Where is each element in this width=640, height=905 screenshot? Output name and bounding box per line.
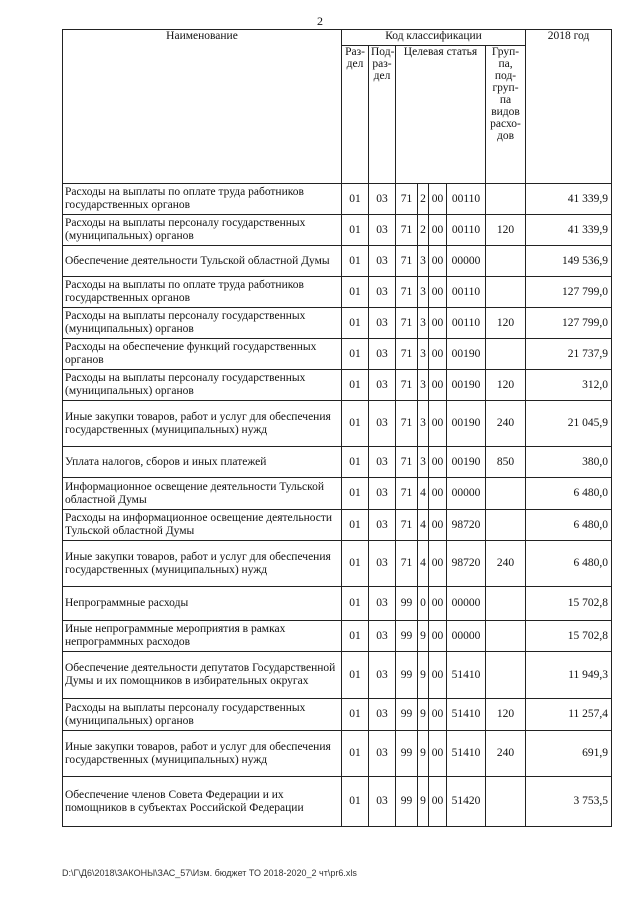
target-article-program: 71 bbox=[396, 308, 418, 339]
target-article-subprogram: 9 bbox=[418, 699, 429, 731]
target-article-direction: 00 bbox=[429, 777, 447, 827]
table-row bbox=[63, 541, 612, 587]
target-article-code: 00110 bbox=[447, 215, 486, 246]
target-article-subprogram: 9 bbox=[418, 652, 429, 699]
target-article-code: 00190 bbox=[447, 447, 486, 478]
row-name: Обеспечение деятельности депутатов Государственной Думы и их помощников в избирательных округах bbox=[63, 652, 342, 699]
section-code: 01 bbox=[342, 587, 369, 621]
subsection-code: 03 bbox=[369, 370, 396, 401]
section-code: 01 bbox=[342, 215, 369, 246]
target-article-subprogram: 3 bbox=[418, 447, 429, 478]
target-article-program: 99 bbox=[396, 587, 418, 621]
table-row bbox=[63, 510, 612, 541]
table-row bbox=[63, 621, 612, 652]
row-name: Обеспечение членов Совета Федерации и их помощников в субъектах Российской Федерации bbox=[63, 777, 342, 827]
target-article-code: 00000 bbox=[447, 478, 486, 510]
target-article-direction: 00 bbox=[429, 652, 447, 699]
target-article-program: 71 bbox=[396, 215, 418, 246]
section-code: 01 bbox=[342, 621, 369, 652]
row-name: Расходы на информационное освещение деятельности Тульской областной Думы bbox=[63, 510, 342, 541]
target-article-program: 71 bbox=[396, 510, 418, 541]
section-code: 01 bbox=[342, 478, 369, 510]
expense-type-code: 240 bbox=[486, 731, 526, 777]
subsection-code: 03 bbox=[369, 731, 396, 777]
table-row bbox=[63, 401, 612, 447]
subsection-code: 03 bbox=[369, 308, 396, 339]
expense-type-code: 120 bbox=[486, 699, 526, 731]
subsection-code: 03 bbox=[369, 215, 396, 246]
amount-2018: 127 799,0 bbox=[526, 308, 612, 339]
section-code: 01 bbox=[342, 731, 369, 777]
section-code: 01 bbox=[342, 652, 369, 699]
row-name: Расходы на выплаты персоналу государственных (муниципальных) органов bbox=[63, 308, 342, 339]
amount-2018: 3 753,5 bbox=[526, 777, 612, 827]
row-name: Расходы на выплаты по оплате труда работников государственных органов bbox=[63, 277, 342, 308]
subsection-code: 03 bbox=[369, 246, 396, 277]
target-article-code: 98720 bbox=[447, 541, 486, 587]
subsection-code: 03 bbox=[369, 587, 396, 621]
subsection-code: 03 bbox=[369, 777, 396, 827]
expense-type-code bbox=[486, 478, 526, 510]
amount-2018: 6 480,0 bbox=[526, 541, 612, 587]
target-article-subprogram: 4 bbox=[418, 541, 429, 587]
target-article-direction: 00 bbox=[429, 401, 447, 447]
subsection-code: 03 bbox=[369, 277, 396, 308]
target-article-direction: 00 bbox=[429, 541, 447, 587]
table-row bbox=[63, 731, 612, 777]
expense-type-code: 120 bbox=[486, 308, 526, 339]
target-article-subprogram: 2 bbox=[418, 184, 429, 215]
target-article-program: 99 bbox=[396, 652, 418, 699]
row-name: Расходы на выплаты по оплате труда работников государственных органов bbox=[63, 184, 342, 215]
table-row bbox=[63, 308, 612, 339]
expense-type-code bbox=[486, 777, 526, 827]
amount-2018: 149 536,9 bbox=[526, 246, 612, 277]
target-article-direction: 00 bbox=[429, 587, 447, 621]
target-article-program: 71 bbox=[396, 246, 418, 277]
target-article-direction: 00 bbox=[429, 699, 447, 731]
expense-type-code bbox=[486, 652, 526, 699]
target-article-direction: 00 bbox=[429, 184, 447, 215]
target-article-subprogram: 3 bbox=[418, 339, 429, 370]
target-article-program: 71 bbox=[396, 277, 418, 308]
table-row bbox=[63, 184, 612, 215]
row-name: Расходы на выплаты персоналу государственных (муниципальных) органов bbox=[63, 370, 342, 401]
section-code: 01 bbox=[342, 277, 369, 308]
target-article-code: 51410 bbox=[447, 699, 486, 731]
expense-type-code bbox=[486, 621, 526, 652]
target-article-subprogram: 9 bbox=[418, 731, 429, 777]
target-article-program: 71 bbox=[396, 478, 418, 510]
amount-2018: 15 702,8 bbox=[526, 587, 612, 621]
subsection-code: 03 bbox=[369, 621, 396, 652]
header-year: 2018 год bbox=[526, 30, 612, 184]
target-article-subprogram: 4 bbox=[418, 478, 429, 510]
row-name: Иные непрограммные мероприятия в рамках непрограммных расходов bbox=[63, 621, 342, 652]
expense-type-code bbox=[486, 277, 526, 308]
table-row bbox=[63, 215, 612, 246]
section-code: 01 bbox=[342, 447, 369, 478]
target-article-code: 00110 bbox=[447, 308, 486, 339]
target-article-direction: 00 bbox=[429, 447, 447, 478]
amount-2018: 6 480,0 bbox=[526, 510, 612, 541]
target-article-code: 00000 bbox=[447, 246, 486, 277]
expense-type-code bbox=[486, 510, 526, 541]
expense-type-code: 120 bbox=[486, 370, 526, 401]
row-name: Расходы на обеспечение функций государственных органов bbox=[63, 339, 342, 370]
target-article-subprogram: 3 bbox=[418, 370, 429, 401]
target-article-program: 71 bbox=[396, 541, 418, 587]
table-row bbox=[63, 339, 612, 370]
expense-type-code bbox=[486, 587, 526, 621]
target-article-code: 00190 bbox=[447, 370, 486, 401]
expense-type-code bbox=[486, 246, 526, 277]
expense-type-code bbox=[486, 184, 526, 215]
target-article-program: 71 bbox=[396, 339, 418, 370]
target-article-code: 51410 bbox=[447, 731, 486, 777]
table-row bbox=[63, 277, 612, 308]
subsection-code: 03 bbox=[369, 401, 396, 447]
amount-2018: 312,0 bbox=[526, 370, 612, 401]
section-code: 01 bbox=[342, 370, 369, 401]
footer-file-path: D:\Г\Д6\2018\ЗАКОНЫ\ЗАС_57\Изм. бюджет ТО 2018-2020_2 чт\pr6.xls bbox=[62, 868, 357, 878]
target-article-code: 51410 bbox=[447, 652, 486, 699]
section-code: 01 bbox=[342, 699, 369, 731]
subsection-code: 03 bbox=[369, 339, 396, 370]
target-article-direction: 00 bbox=[429, 308, 447, 339]
subsection-code: 03 bbox=[369, 184, 396, 215]
page-number: 2 bbox=[317, 14, 323, 28]
target-article-program: 99 bbox=[396, 777, 418, 827]
target-article-subprogram: 3 bbox=[418, 246, 429, 277]
target-article-program: 71 bbox=[396, 447, 418, 478]
section-code: 01 bbox=[342, 339, 369, 370]
amount-2018: 21 045,9 bbox=[526, 401, 612, 447]
table-row bbox=[63, 447, 612, 478]
target-article-program: 71 bbox=[396, 401, 418, 447]
amount-2018: 11 949,3 bbox=[526, 652, 612, 699]
row-name: Непрограммные расходы bbox=[63, 587, 342, 621]
target-article-subprogram: 3 bbox=[418, 401, 429, 447]
target-article-code: 00110 bbox=[447, 277, 486, 308]
target-article-code: 00190 bbox=[447, 401, 486, 447]
target-article-direction: 00 bbox=[429, 510, 447, 541]
target-article-direction: 00 bbox=[429, 621, 447, 652]
target-article-program: 99 bbox=[396, 621, 418, 652]
table-row bbox=[63, 587, 612, 621]
target-article-direction: 00 bbox=[429, 339, 447, 370]
expense-type-code: 850 bbox=[486, 447, 526, 478]
section-code: 01 bbox=[342, 246, 369, 277]
section-code: 01 bbox=[342, 777, 369, 827]
row-name: Информационное освещение деятельности Тульской областной Думы bbox=[63, 478, 342, 510]
table-row bbox=[63, 699, 612, 731]
expense-type-code: 120 bbox=[486, 215, 526, 246]
amount-2018: 6 480,0 bbox=[526, 478, 612, 510]
target-article-direction: 00 bbox=[429, 370, 447, 401]
amount-2018: 380,0 bbox=[526, 447, 612, 478]
header-expense-type: Груп- па, под- груп- па видов расхо- дов bbox=[486, 46, 526, 184]
target-article-program: 71 bbox=[396, 370, 418, 401]
amount-2018: 127 799,0 bbox=[526, 277, 612, 308]
amount-2018: 691,9 bbox=[526, 731, 612, 777]
subsection-code: 03 bbox=[369, 652, 396, 699]
row-name: Иные закупки товаров, работ и услуг для обеспечения государственных (муниципальных) нужд bbox=[63, 731, 342, 777]
table-row bbox=[63, 652, 612, 699]
table-row bbox=[63, 478, 612, 510]
subsection-code: 03 bbox=[369, 510, 396, 541]
target-article-code: 51420 bbox=[447, 777, 486, 827]
row-name: Расходы на выплаты персоналу государственных (муниципальных) органов bbox=[63, 215, 342, 246]
row-name: Обеспечение деятельности Тульской областной Думы bbox=[63, 246, 342, 277]
row-name: Иные закупки товаров, работ и услуг для обеспечения государственных (муниципальных) нужд bbox=[63, 541, 342, 587]
row-name: Расходы на выплаты персоналу государственных (муниципальных) органов bbox=[63, 699, 342, 731]
amount-2018: 11 257,4 bbox=[526, 699, 612, 731]
amount-2018: 15 702,8 bbox=[526, 621, 612, 652]
target-article-code: 00000 bbox=[447, 587, 486, 621]
expense-type-code bbox=[486, 339, 526, 370]
target-article-subprogram: 2 bbox=[418, 215, 429, 246]
expense-type-code: 240 bbox=[486, 541, 526, 587]
target-article-subprogram: 3 bbox=[418, 277, 429, 308]
target-article-program: 99 bbox=[396, 699, 418, 731]
target-article-code: 00190 bbox=[447, 339, 486, 370]
table-row bbox=[63, 777, 612, 827]
subsection-code: 03 bbox=[369, 541, 396, 587]
section-code: 01 bbox=[342, 184, 369, 215]
target-article-direction: 00 bbox=[429, 478, 447, 510]
target-article-code: 00110 bbox=[447, 184, 486, 215]
budget-table bbox=[62, 29, 612, 827]
target-article-direction: 00 bbox=[429, 731, 447, 777]
subsection-code: 03 bbox=[369, 478, 396, 510]
target-article-subprogram: 9 bbox=[418, 777, 429, 827]
target-article-subprogram: 4 bbox=[418, 510, 429, 541]
amount-2018: 41 339,9 bbox=[526, 184, 612, 215]
section-code: 01 bbox=[342, 541, 369, 587]
section-code: 01 bbox=[342, 308, 369, 339]
amount-2018: 21 737,9 bbox=[526, 339, 612, 370]
row-name: Иные закупки товаров, работ и услуг для обеспечения государственных (муниципальных) нужд bbox=[63, 401, 342, 447]
target-article-code: 98720 bbox=[447, 510, 486, 541]
section-code: 01 bbox=[342, 510, 369, 541]
amount-2018: 41 339,9 bbox=[526, 215, 612, 246]
expense-type-code: 240 bbox=[486, 401, 526, 447]
target-article-subprogram: 9 bbox=[418, 621, 429, 652]
subsection-code: 03 bbox=[369, 447, 396, 478]
target-article-direction: 00 bbox=[429, 215, 447, 246]
target-article-program: 99 bbox=[396, 731, 418, 777]
subsection-code: 03 bbox=[369, 699, 396, 731]
target-article-code: 00000 bbox=[447, 621, 486, 652]
header-name: Наименование bbox=[63, 30, 342, 184]
target-article-subprogram: 0 bbox=[418, 587, 429, 621]
target-article-direction: 00 bbox=[429, 246, 447, 277]
section-code: 01 bbox=[342, 401, 369, 447]
header-classification-code: Код классификации bbox=[342, 30, 526, 46]
target-article-subprogram: 3 bbox=[418, 308, 429, 339]
row-name: Уплата налогов, сборов и иных платежей bbox=[63, 447, 342, 478]
table-row bbox=[63, 370, 612, 401]
table-row bbox=[63, 246, 612, 277]
header-subsection: Под- раз- дел bbox=[369, 46, 396, 184]
target-article-program: 71 bbox=[396, 184, 418, 215]
header-target-article: Целевая статья bbox=[396, 46, 486, 184]
target-article-direction: 00 bbox=[429, 277, 447, 308]
header-section: Раз- дел bbox=[342, 46, 369, 184]
